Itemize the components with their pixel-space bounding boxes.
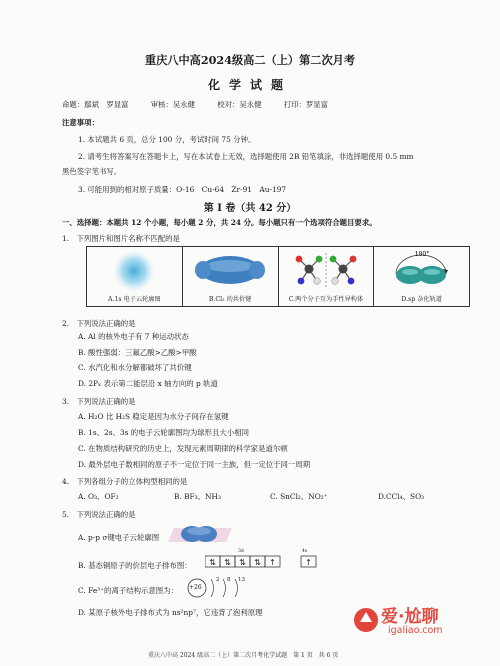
notes-heading: 注意事项： [62, 118, 99, 127]
svg-text:↑: ↑ [305, 558, 312, 567]
q5-option-d: D. 某原子核外电子排布式为 ns²np⁷，它违背了泡利原理 [78, 608, 263, 617]
svg-text:↑: ↑ [269, 558, 276, 567]
svg-text:⇅: ⇅ [254, 558, 261, 567]
svg-text:⇅: ⇅ [239, 558, 246, 567]
q5-option-b: B. 基态铜原子的价层电子排布图： [78, 561, 192, 570]
q3-stem: 3. 下列说法正确的是 [62, 397, 136, 406]
q2-stem: 2. 下列说法正确的是 [62, 319, 136, 328]
q3-option-c: C. 在物质结构研究的历史上，发现元素周期律的科学家是道尔顿 [78, 444, 288, 453]
q1-cell-b [183, 247, 279, 306]
q2-option-d: D. 2Pₓ 表示第二能层沿 x 轴方向的 p 轨道 [78, 379, 218, 388]
ion-nucleus-charge: +26 [189, 584, 202, 591]
exam-title: 重庆八中高2024级高二（上）第二次月考 [144, 53, 356, 67]
section-instruction: 一、选择题：本题共 12 个小题，每小题 2 分，共 24 分。每小题只有一个选项符合题目要求。 [62, 218, 377, 227]
q1-cell-d [374, 247, 469, 306]
q4-option-c: C. SnCl₂、NO₂⁺ [270, 492, 328, 501]
q4-option-d: D.CCl₄、SO₃ [378, 492, 425, 501]
q1-caption-a: A.1s 电子云轮廓图 [108, 296, 161, 303]
orbital-diagram [205, 555, 325, 569]
subject-title: 化学试题 [207, 78, 292, 92]
q4-option-b: B. BF₃、NH₃ [174, 492, 221, 501]
q5-stem: 5. 下列说法正确的是 [62, 510, 136, 519]
page-footer: 重庆八中高 2024 级高二（上）第二次月考化学试题 第 1 页 共 6 页 [148, 652, 339, 659]
q2-option-b: B. 酸性强弱：三氟乙酸>乙酸>甲酸 [78, 348, 197, 357]
orbital-label-4s: 4s [302, 549, 308, 554]
q4-option-a: A. O₃、OF₂ [78, 492, 119, 501]
note-2-cont: 黑色签字笔书写。 [62, 167, 122, 176]
q4-stem: 4. 下列各组分子的立体构型相同的是 [62, 477, 188, 486]
sp-hybrid-orbital-image [374, 247, 469, 295]
watermark-text: 爱·尬聊 [381, 607, 439, 627]
q5-option-c: C. Fe³⁺的离子结构示意图为： [78, 586, 178, 595]
q1-image-table [86, 246, 470, 307]
section-title: 第 I 卷（共 42 分） [203, 203, 297, 214]
chiral-molecules-image [279, 247, 374, 295]
note-1: 1. 本试题共 6 页，总分 100 分，考试时间 75 分钟。 [78, 135, 256, 144]
q1-caption-d: D.sp 杂化轨道 [401, 296, 442, 303]
q3-option-b: B. 1s、2s、3s 的电子云轮廓图均为球形且大小相同 [78, 428, 249, 437]
q1-stem: 1. 下列图片和图片名称不匹配的是 [62, 234, 180, 243]
note-2: 2. 请考生将答案写在答题卡上，写在本试卷上无效，选择题使用 2B 铅笔填涂，非选择题使用 0.5 mm [78, 152, 414, 161]
angle-label: 180° [415, 251, 430, 258]
q5-option-a: A. p-p σ键电子云轮廓图 [78, 533, 160, 542]
ion-shell-1: 2 [216, 577, 220, 583]
q1-cell-a [87, 247, 183, 306]
watermark-url: igaliao.com [388, 625, 443, 636]
ion-shell-3: 13 [238, 577, 245, 583]
q2-option-c: C. 水汽化和水分解都破坏了共价键 [78, 363, 192, 372]
ion-shell-2: 8 [227, 577, 231, 583]
sigma-bond-image [168, 518, 238, 548]
svg-text:⇅: ⇅ [224, 558, 231, 567]
q1-caption-c: C.两个分子互为手性异构体 [288, 296, 364, 303]
electron-cloud-1s-image [87, 247, 182, 295]
q3-option-d: D. 最外层电子数相同的原子不一定位于同一主族，但一定位于同一周期 [78, 460, 311, 469]
q1-caption-b: B.Cl₂ 的共价键 [208, 296, 252, 303]
q3-option-a: A. H₂O 比 H₂S 稳定是因为水分子间存在氢键 [78, 412, 229, 421]
q2-option-a: A. Al 的核外电子有 7 种运动状态 [78, 332, 189, 341]
note-3: 3. 可能用到的相对原子质量：O-16 Cu-64 Zr-91 Au-197 [78, 185, 287, 194]
svg-text:⇅: ⇅ [209, 558, 216, 567]
cl2-bond-image [183, 247, 278, 295]
staff-line: 命题：鄢斌 罗显富 审核：吴永健 校对：吴永健 打印：罗显富 [62, 100, 329, 109]
orbital-label-3d: 3d [238, 549, 244, 554]
q1-cell-c [279, 247, 375, 306]
